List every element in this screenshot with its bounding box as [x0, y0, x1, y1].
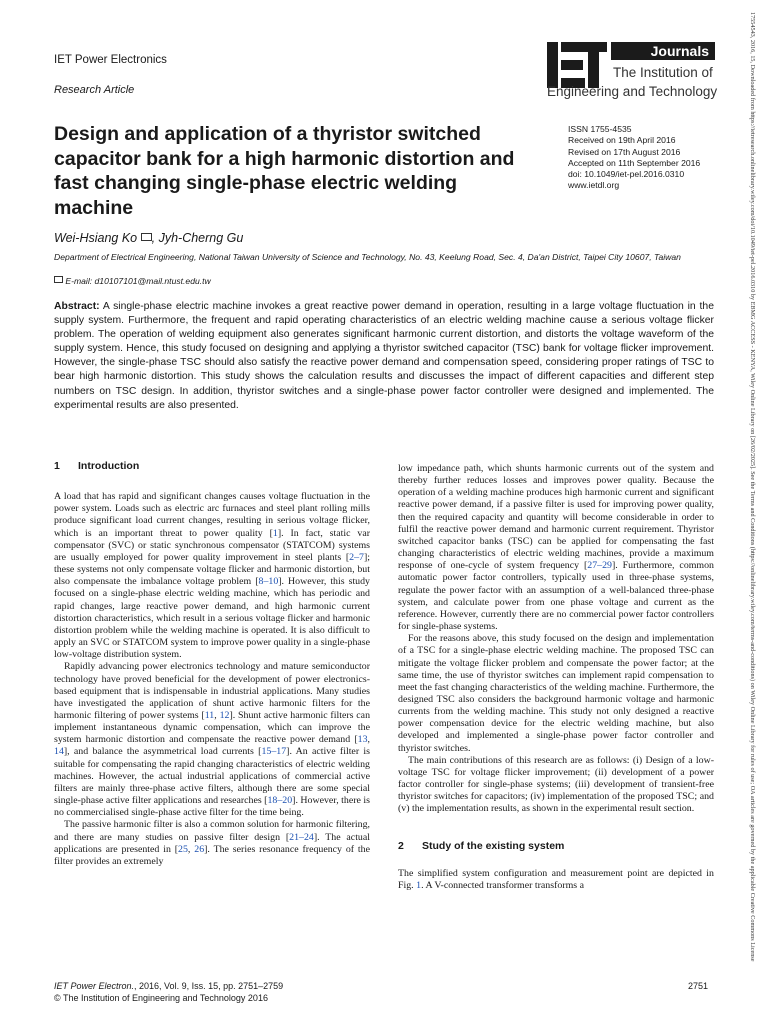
journal-abbrev: IET Power Electron. — [54, 981, 135, 991]
paragraph: The simplified system configuration and measurement point are depicted in Fig. 1. A V-connected transformer transforms a — [398, 867, 714, 891]
article-type: Research Article — [54, 84, 135, 96]
citation-link[interactable]: 21–24 — [289, 831, 314, 843]
citation-link[interactable]: 13 — [357, 734, 368, 746]
issn: ISSN 1755-4535 — [568, 124, 632, 134]
paragraph: Rapidly advancing power electronics technology and mature semiconductor technology have proved beneficial for the development of power electronics-based equipment that is indispensable in industrial applications. Many studies have investigated the application of shunt active harmonic filters for the harmonic filtering of power systems [11, 12]. Shunt active harmonic filters can implement instantaneous dynamic compensation, which can improve the system harmonic distortion and compensate the reactive power demand [13, 14], and balance the asymmetrical load currents [15–17]. An active filter is suitable for compensating the rapid changing characteristics of electric welding machines. However, the actual industrial applications of commercial active filters are mainly three-phase active filters, although there are some special single-phase active filter applications and researches [18–20]. However, there is no commercialised single-phase active filter for the time being. — [54, 661, 371, 819]
figure-link[interactable]: 1 — [416, 879, 422, 891]
citation-link[interactable]: 11 — [204, 709, 215, 721]
citation-link[interactable]: 12 — [219, 709, 230, 721]
citation-link[interactable]: 1 — [272, 527, 278, 539]
paragraph: A load that has rapid and significant changes causes voltage fluctuation in the power system. Loads such as electric arc furnaces and steel plant rolling mills produce significant load current changes, resulting in serious voltage flicker, which is an important threat to power quality [1]. In fact, static var compensator (SVC) or static synchronous compensator (STATCOM) systems are usually employed for power quality improvement in steel plants [2–7]; these systems not only compensate voltage flicker and harmonic distortion, but also compensate the imbalance voltage problem [8–10]. However, this study focused on a single-phase electric welding machine, which has periodic and rapid changes, large reactive power demand, and high harmonic current distortion characteristics, which result in a serious voltage flicker and harmonic distortion problem while the welding machine is operated. It is also difficult to apply an SVC or STATCOM system to improve power quality in a single-phase low-voltage distribution system. — [54, 491, 370, 661]
author-separator: , — [151, 231, 159, 245]
paragraph: For the reasons above, this study focused on the design and implementation of a TSC for a single-phase electric welding machine. The proposed TSC can mitigate the voltage flicker problem and compensate the power factor; at the same time, the use of thyristor switches can implement rapid compensation to meet the fast changing characteristics of the welding machine. Furthermore, the designed TSC also considers the background harmonic voltage and harmonic currents from the welding machine. This study not only designed a reactive power compensation device for the electric welding machine, but also developed and implemented a single-phase power factor controller and thyristor switches. — [398, 633, 714, 754]
site-link[interactable]: www.ietdl.org — [568, 180, 620, 191]
mail-icon — [54, 276, 63, 283]
citation-link[interactable]: 8–10 — [258, 576, 279, 588]
citation-link[interactable]: 27–29 — [587, 560, 612, 572]
section-title: Introduction — [78, 460, 140, 472]
left-column — [54, 460, 370, 868]
citation-link[interactable]: 14 — [54, 746, 64, 758]
author-1[interactable]: Wei-Hsiang Ko — [54, 231, 138, 245]
mail-icon[interactable] — [141, 233, 152, 241]
section-heading-introduction — [54, 460, 370, 472]
right-column — [398, 463, 714, 892]
citation-link[interactable]: 2–7 — [349, 551, 364, 563]
institution-line-1: The Institution of — [613, 65, 713, 80]
author-list — [54, 231, 243, 245]
iet-logo-icon — [547, 42, 607, 88]
section-number: 2 — [398, 839, 404, 852]
email-address[interactable]: E-mail: d10107101@mail.ntust.edu.tw — [65, 276, 211, 286]
journals-label: Journals — [611, 42, 715, 60]
abstract — [54, 300, 714, 413]
citation-link[interactable]: 15–17 — [261, 746, 287, 758]
institution-line-2: Engineering and Technology — [547, 84, 718, 99]
paragraph: The passive harmonic filter is also a common solution for harmonic filtering, and there are many studies on passive filter design [21–24]. The actual applications are presented in [25, 26]. The series resonance frequency of the filter provides an extremely — [54, 819, 371, 867]
paragraph: low impedance path, which shunts harmonic currents out of the system and thereby further reduces losses and improves power quality. Because the operation of a welding machine produces high harmonic current and significant reactive power demand, if a passive filter is used for improving power quality, then the required capacity and quantity will become considerable in order to fulfil the reactive power demand and harmonic current requirement. Thyristor switched capacitor banks (TSC) can be applied for compensating the fast changing characteristics of electric welding machines, provide a maximum response of one-cycle of system frequency [27–29]. Furthermore, common automatic power factor controllers, typically used in three-phase systems, regulate the power factor with an assumption of a well-balanced three-phase system, and calculate power from one phase voltage and current as the reference. However, currently there are no commercial power factor controllers for single-phase systems. — [398, 463, 714, 633]
citation-link[interactable]: 25 — [178, 843, 188, 855]
received-date: Received on 19th April 2016 — [568, 135, 676, 146]
revised-date: Revised on 17th August 2016 — [568, 146, 681, 157]
citation-link[interactable]: 26 — [194, 843, 205, 855]
journal-name: IET Power Electronics — [54, 54, 167, 66]
citation-link[interactable]: 18–20 — [267, 795, 293, 807]
affiliation: Department of Electrical Engineering, National Taiwan University of Science and Technology, No. 43, Keelung Road, Sec. 4, Da'an District, Taipei City 10607, Taiwan — [54, 252, 681, 262]
volume-info: , 2016, Vol. 9, Iss. 15, pp. 2751–2759 — [134, 981, 284, 991]
author-2[interactable]: Jyh-Cherng Gu — [158, 231, 244, 245]
doi-link[interactable]: doi: 10.1049/iet-pel.2016.0310 — [568, 169, 685, 180]
section-title: Study of the existing system — [422, 839, 565, 852]
page-number: 2751 — [688, 981, 709, 991]
article-title: Design and application of a thyristor switched capacitor bank for a high harmonic distortion and fast changing single-phase electric welding machine — [54, 123, 515, 219]
accepted-date: Accepted on 11th September 2016 — [568, 157, 701, 168]
copyright: © The Institution of Engineering and Technology 2016 — [54, 993, 268, 1003]
article-meta — [568, 124, 700, 192]
citation-line — [54, 980, 283, 992]
page-footer — [54, 980, 283, 1004]
abstract-label: Abstract: — [54, 301, 100, 312]
section-heading-existing-system — [398, 840, 714, 852]
abstract-text: A single-phase electric machine invokes a great reactive power demand in operation, resulting in a large voltage fluctuation in the supply system. Furthermore, the frequent and rapid operating characteristics of an electric welding machine cause a serious voltage flicker problem. The operation of welding equipment also generates significant harmonic current distortion, and distorts the voltage waveform of the supply system. Hence, this study focused on designing and applying a thyristor switched capacitor (TSC) bank for voltage flicker improvement. However, the single-phase TSC should also satisfy the reactive power demand and compensation speed, considering proper ratings of TSC to bear high harmonic distortion. This study shows the calculation results and discusses the impact of different capacities and different step numbers on TSC design. In addition, thyristor switches and a single-phase power factor controller were designed and implemented. The experimental results are also presented. — [54, 301, 714, 411]
email-line — [54, 276, 211, 286]
section-number: 1 — [54, 460, 60, 472]
download-notice: 17554543, 2016, 15, Downloaded from https://ietresearch.onlinelibrary.wiley.com/doi/10.1049/iet-pel.2016.0310 by EBMG ACCESS - KENYA, Wiley Online Library on [26/02/2025]. See the Terms and Conditions (https://onlinelibrary.wiley.com/terms-and-conditions) on Wiley Online Library for rules of use; OA articles are governed by the applicable Creative Commons License — [749, 12, 756, 962]
iet-journals-logo — [547, 40, 717, 102]
paragraph: The main contributions of this research are as follows: (i) Design of a low-voltage TSC for voltage flicker improvement; (ii) development of a power factor controller for single-phase systems; (iii) development of transient-free thyristor switches for capacitors; (iv) implementation of the proposed TSC; and (v) the implementation results, as shown in the experimental result section. — [398, 754, 714, 815]
